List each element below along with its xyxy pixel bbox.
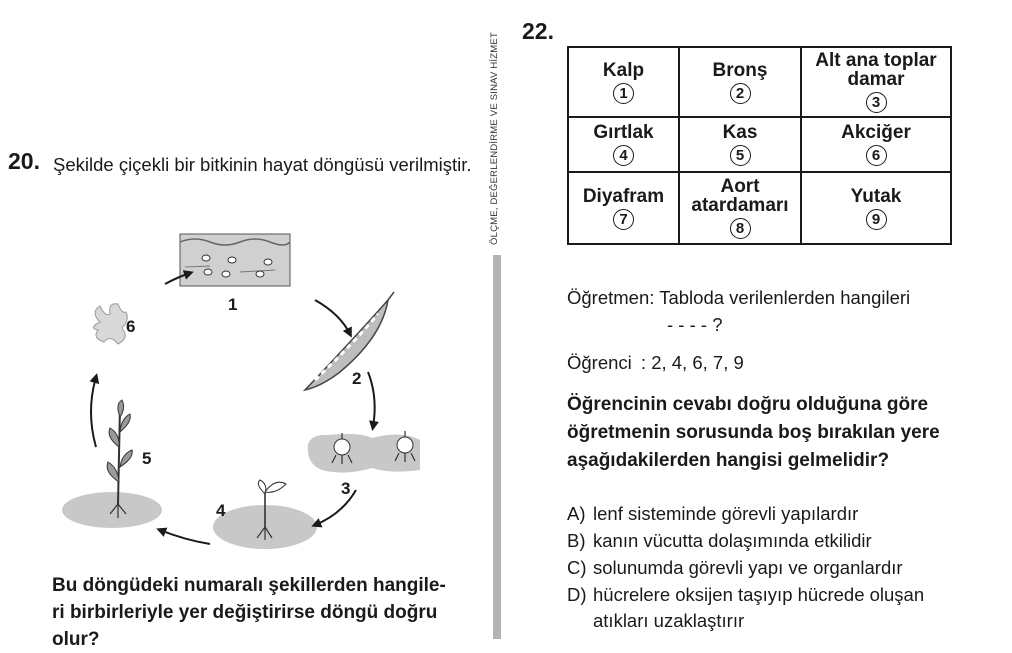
question-20-prompt-line: ri birbirleriyle yer değiştirirse döngü doğru: [52, 602, 438, 623]
cell-name: Akciğer: [841, 122, 911, 143]
option-letter: C): [567, 557, 587, 578]
option-text: hücrelere oksijen taşıyıp hücrede oluşan: [593, 584, 925, 605]
cell-name: Yutak: [850, 185, 902, 207]
table-cell: [568, 172, 679, 244]
option-letter: D): [567, 584, 587, 605]
cell-name: Alt ana toplar damar: [815, 50, 937, 90]
teacher-blank: - - - - ?: [667, 314, 723, 335]
question-20-number: 20.: [8, 148, 40, 174]
side-caption: ÖLÇME, DEĞERLENDİRME VE SINAV HİZMET: [489, 32, 500, 245]
table-row: [568, 117, 951, 172]
question-20-prompt-line: olur?: [52, 629, 100, 650]
arrow-1-to-2: [315, 300, 350, 334]
question-22-prompt: [567, 391, 997, 475]
table-cell: [568, 47, 679, 117]
option-letter: A): [567, 503, 586, 524]
stage-3-germinating-seeds: [308, 431, 420, 473]
student-prefix: Öğrenci: [567, 352, 632, 373]
table-cell: [801, 117, 951, 172]
teacher-prefix: Öğretmen:: [567, 287, 655, 308]
question-22-number: 22.: [522, 18, 554, 44]
cell-number: 7: [613, 209, 634, 230]
stage-6-flower: [93, 304, 127, 344]
stage-4-seedling: [213, 480, 317, 549]
cell-number: 9: [866, 209, 887, 230]
question-20-prompt: [52, 572, 492, 653]
cell-number: 6: [866, 145, 887, 166]
organ-table: [567, 46, 952, 245]
arrow-2-to-3: [368, 372, 375, 427]
plant-life-cycle-diagram: [60, 222, 420, 562]
teacher-statement: [567, 287, 910, 309]
table-cell: [679, 117, 801, 172]
table-row: [568, 47, 951, 117]
option-letter: B): [567, 530, 586, 551]
question-22-prompt-line: öğretmenin sorusunda boş bırakılan yere: [567, 422, 940, 443]
cell-number: 3: [866, 92, 887, 113]
stage-label-2: 2: [352, 369, 362, 388]
cell-number: 8: [730, 218, 751, 239]
table-cell: [801, 47, 951, 117]
teacher-text: Tabloda verilenlerden hangileri: [659, 287, 911, 308]
option-c[interactable]: [567, 555, 997, 581]
column-divider: [493, 255, 501, 639]
cell-number: 4: [613, 145, 634, 166]
option-text: kanın vücutta dolaşımında etkilidir: [593, 530, 872, 551]
student-statement: [567, 352, 744, 374]
question-22-prompt-line: Öğrencinin cevabı doğru olduğuna göre: [567, 394, 929, 415]
question-20-prompt-line: Bu döngüdeki numaralı şekillerden hangile-: [52, 575, 446, 596]
stage-label-4: 4: [216, 501, 226, 520]
question-22-prompt-line: aşağıdakilerden hangisi gelmelidir?: [567, 450, 890, 471]
stage-label-1: 1: [228, 295, 238, 314]
cell-name: Gırtlak: [593, 122, 654, 143]
option-b[interactable]: [567, 528, 997, 554]
table-cell: [679, 172, 801, 244]
student-answer: : 2, 4, 6, 7, 9: [640, 352, 744, 373]
cell-number: 1: [613, 83, 634, 104]
option-text: solunumda görevli yapı ve organlardır: [593, 557, 903, 578]
question-20-text: Şekilde çiçekli bir bitkinin hayat döngüsü verilmiştir.: [53, 154, 472, 175]
stage-label-5: 5: [142, 449, 152, 468]
stage-2-seed-pod: [305, 292, 394, 390]
option-a[interactable]: [567, 501, 997, 527]
option-d[interactable]: [567, 582, 997, 634]
arrow-5-to-6: [91, 377, 96, 447]
stage-label-6: 6: [126, 317, 136, 336]
cell-name: Kalp: [602, 59, 645, 81]
cell-name: Aort atardamarı: [691, 176, 789, 216]
arrow-4-to-5: [160, 530, 210, 544]
cell-name: Kas: [722, 122, 758, 143]
cell-name: Diyafram: [582, 185, 665, 207]
table-cell: [568, 117, 679, 172]
table-cell: [801, 172, 951, 244]
stage-label-3: 3: [341, 479, 351, 498]
option-text: lenf sisteminde görevli yapılardır: [593, 503, 859, 524]
stage-1-seeds-in-soil: [180, 234, 290, 286]
cell-name: Bronş: [712, 59, 768, 81]
option-text-continued: atıkları uzaklaştırır: [593, 610, 745, 631]
cell-number: 5: [730, 145, 751, 166]
cell-number: 2: [730, 83, 751, 104]
table-cell: [679, 47, 801, 117]
table-row: [568, 172, 951, 244]
